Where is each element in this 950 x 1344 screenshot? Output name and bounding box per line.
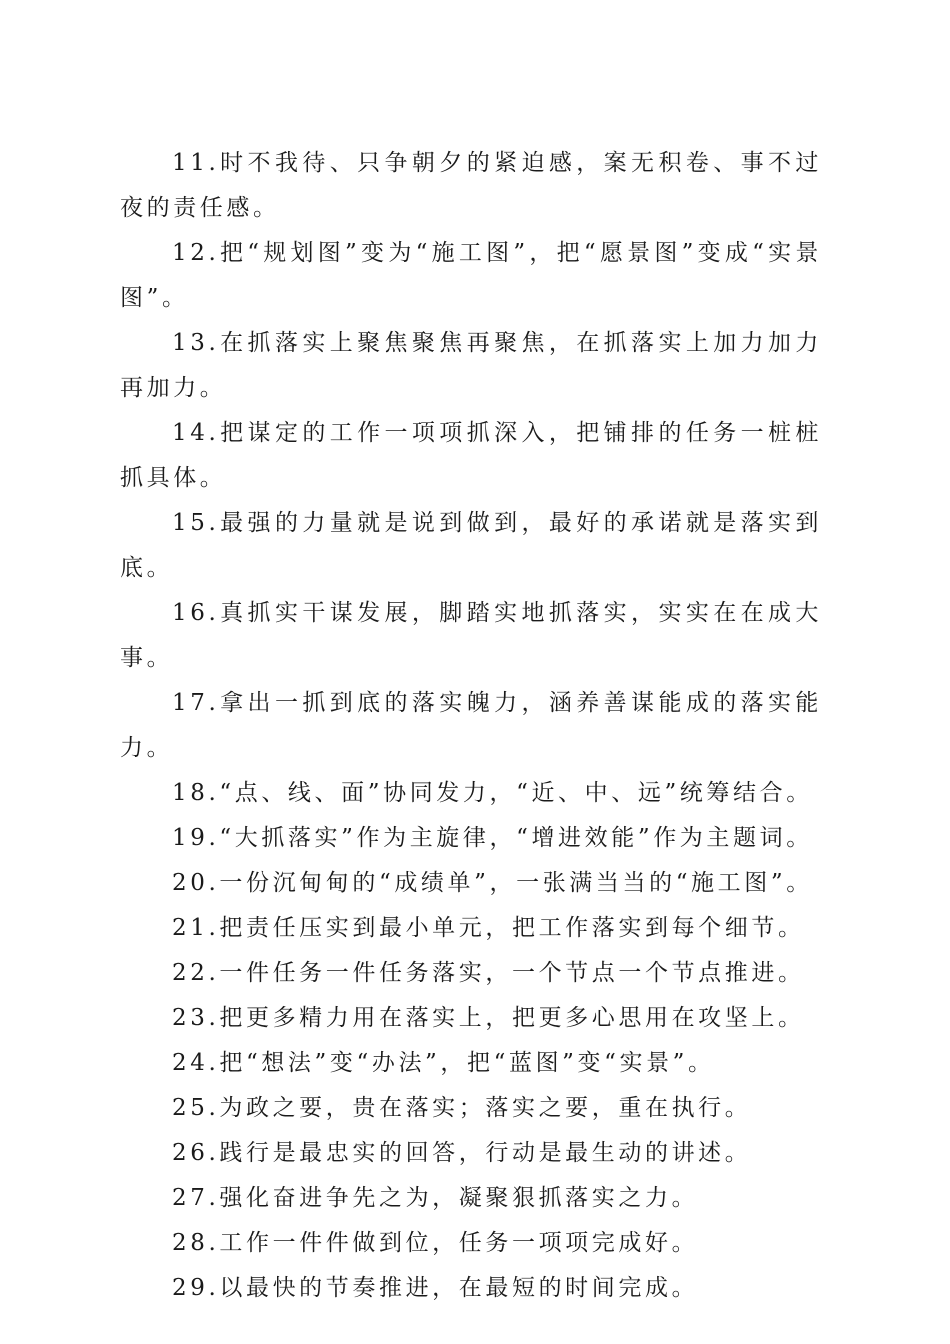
list-item-22: 22.一件任务一件任务落实，一个节点一个节点推进。 bbox=[172, 960, 805, 986]
list-item-27: 27.强化奋进争先之为，凝聚狠抓落实之力。 bbox=[172, 1185, 699, 1211]
list-item-18: 18.“点、线、面”协同发力，“近、中、远”统筹结合。 bbox=[172, 780, 813, 806]
document-body bbox=[120, 141, 822, 1311]
list-item-15: 15.最强的力量就是说到做到，最好的承诺就是落实到底。 bbox=[120, 510, 822, 581]
list-item-17: 17.拿出一抓到底的落实魄力，涵养善谋能成的落实能力。 bbox=[120, 690, 822, 761]
list-item-26: 26.践行是最忠实的回答，行动是最生动的讲述。 bbox=[172, 1140, 752, 1166]
list-item-29: 29.以最快的节奏推进，在最短的时间完成。 bbox=[172, 1275, 699, 1301]
list-item-16: 16.真抓实干谋发展，脚踏实地抓落实，实实在在成大事。 bbox=[120, 600, 822, 671]
list-item-12: 12.把“规划图”变为“施工图”，把“愿景图”变成“实景图”。 bbox=[120, 240, 822, 311]
list-item-19: 19.“大抓落实”作为主旋律，“增进效能”作为主题词。 bbox=[172, 825, 813, 851]
list-item-21: 21.把责任压实到最小单元，把工作落实到每个细节。 bbox=[172, 915, 805, 941]
list-item-23: 23.把更多精力用在落实上，把更多心思用在攻坚上。 bbox=[172, 1005, 805, 1031]
list-item-25: 25.为政之要，贵在落实；落实之要，重在执行。 bbox=[172, 1095, 752, 1121]
list-item-20: 20.一份沉甸甸的“成绩单”，一张满当当的“施工图”。 bbox=[172, 870, 813, 896]
list-item-14: 14.把谋定的工作一项项抓深入，把铺排的任务一桩桩抓具体。 bbox=[120, 420, 822, 491]
list-item-13: 13.在抓落实上聚焦聚焦再聚焦，在抓落实上加力加力再加力。 bbox=[120, 330, 822, 401]
list-item-11: 11.时不我待、只争朝夕的紧迫感，案无积卷、事不过夜的责任感。 bbox=[120, 150, 822, 221]
list-item-28: 28.工作一件件做到位，任务一项项完成好。 bbox=[172, 1230, 699, 1256]
list-item-24: 24.把“想法”变“办法”，把“蓝图”变“实景”。 bbox=[172, 1050, 715, 1076]
